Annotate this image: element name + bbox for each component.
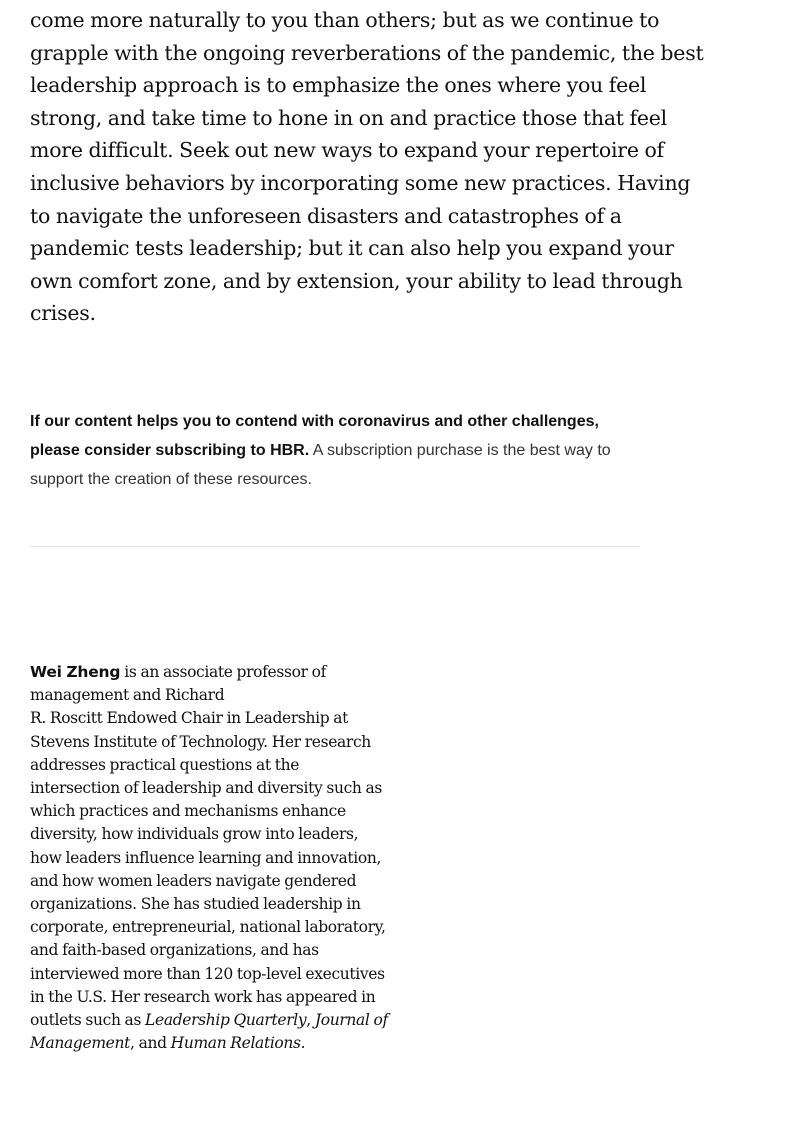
bio-line: addresses practical questions at the xyxy=(30,755,300,774)
bio-line: Stevens Institute of Technology. Her research xyxy=(30,732,371,751)
section-divider xyxy=(30,546,640,547)
paragraph-line: grapple with the ongoing reverberations of the pandemic, the best xyxy=(30,40,704,65)
bio-line: interviewed more than 120 top-level executives xyxy=(30,964,385,983)
bio-line: R. Roscitt Endowed Chair in Leadership at xyxy=(30,709,349,728)
bio-text: . xyxy=(300,1034,306,1053)
bio-line: corporate, entrepreneurial, national laboratory, xyxy=(30,918,386,937)
bio-line: in the U.S. Her research work has appeared in xyxy=(30,987,376,1006)
paragraph-line: more difficult. Seek out new ways to expand your repertoire of xyxy=(30,138,664,163)
paragraph-line: to navigate the unforeseen disasters and catastrophes of a xyxy=(30,203,622,228)
paragraph-line: crises. xyxy=(30,301,96,326)
bio-text: outlets such as xyxy=(30,1011,146,1030)
bio-line: management and Richard xyxy=(30,686,225,705)
promo-bold-text: If our content helps you to contend with coronavirus and other challenges, xyxy=(30,413,599,430)
bio-text: , and xyxy=(130,1034,171,1053)
bio-line xyxy=(30,661,402,684)
bio-line xyxy=(30,1009,402,1032)
bio-line: and how women leaders navigate gendered xyxy=(30,871,357,890)
subscription-promo xyxy=(30,407,640,494)
author-name: Wei Zheng xyxy=(30,663,121,681)
promo-text: A subscription purchase is the best way to xyxy=(309,442,611,459)
publication-title: Human Relations xyxy=(170,1034,301,1053)
publication-title: Leadership Quarterly xyxy=(145,1011,307,1030)
author-bio xyxy=(30,661,402,1055)
paragraph-line: strong, and take time to hone in on and practice those that feel xyxy=(30,105,667,130)
promo-bold-text: please consider subscribing to HBR. xyxy=(30,442,310,459)
bio-line xyxy=(30,1032,402,1055)
bio-line: which practices and mechanisms enhance xyxy=(30,802,346,821)
publication-title: Journal of xyxy=(314,1011,388,1030)
bio-text: , xyxy=(306,1011,315,1030)
paragraph-line: inclusive behaviors by incorporating some new practices. Having xyxy=(30,170,691,195)
paragraph-line: pandemic tests leadership; but it can also help you expand your xyxy=(30,236,674,261)
bio-line: how leaders influence learning and innovation, xyxy=(30,848,382,867)
paragraph-line: come more naturally to you than others; but as we continue to xyxy=(30,8,660,32)
promo-line xyxy=(30,407,640,436)
article-body xyxy=(30,4,704,330)
bio-line: diversity, how individuals grow into leaders, xyxy=(30,825,359,844)
bio-line: organizations. She has studied leadership in xyxy=(30,895,361,914)
paragraph-line: own comfort zone, and by extension, your ability to lead through xyxy=(30,268,683,293)
publication-title: Management xyxy=(30,1034,131,1053)
paragraph-line: leadership approach is to emphasize the ones where you feel xyxy=(30,73,647,98)
promo-line xyxy=(30,436,640,465)
promo-line: support the creation of these resources. xyxy=(30,471,312,488)
bio-line: intersection of leadership and diversity such as xyxy=(30,779,383,798)
bio-line: and faith-based organizations, and has xyxy=(30,941,319,960)
article-paragraph xyxy=(30,4,704,330)
bio-text: is an associate professor of xyxy=(120,663,326,681)
